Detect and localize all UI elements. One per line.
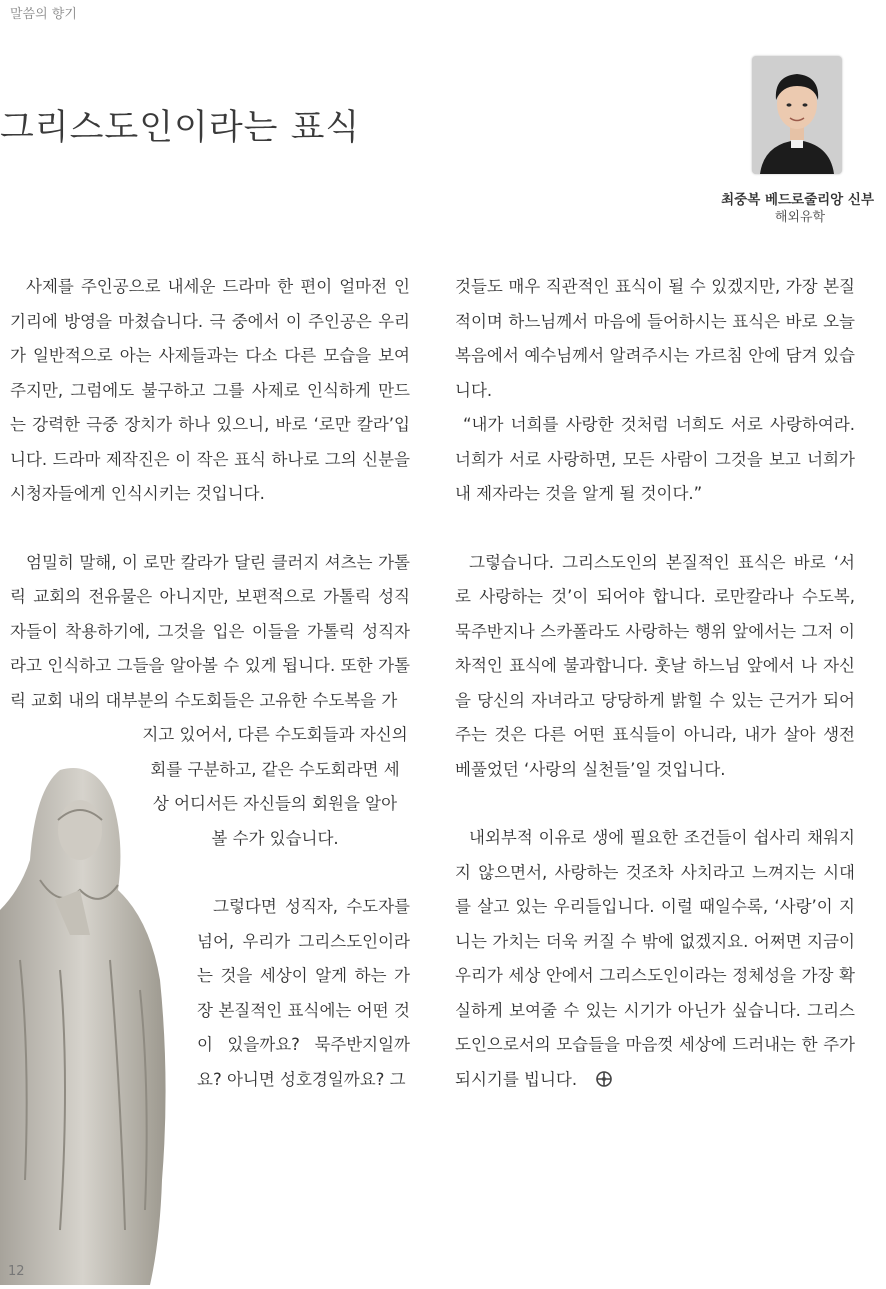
paragraph: 사제를 주인공으로 내세운 드라마 한 편이 얼마전 인기리에 방영을 마쳤습니다. 극 중에서 이 주인공은 우리가 일반적으로 아는 사제들과는 다소 다른 모습을 보여주지만, 그럼에도 불구하고 그를 사제로 인식하게 만드는 강력한 극중 장치가 하나 있으니, 바로 ‘로만 칼라’입니다. 드라마 제작진은 이 작은 표식 하나로 그의 신분을 시청자들에게 인식시키는 것입니다. bbox=[10, 277, 410, 503]
paragraph-line: 지고 있어서, 다른 수도회들과 자신의 bbox=[142, 725, 408, 744]
author-photo bbox=[752, 56, 842, 174]
paragraph-final bbox=[455, 821, 855, 1097]
author-role: 해외유학 bbox=[774, 210, 826, 225]
page-number: 12 bbox=[8, 1264, 25, 1279]
author-name: 최중복 베드로줄리앙 신부 bbox=[721, 192, 874, 208]
paragraph: 것들도 매우 직관적인 표식이 될 수 있겠지만, 가장 본질적이며 하느님께서 마음에 들어하시는 표식은 바로 오늘 복음에서 예수님께서 알려주시는 가르침 안에 담겨 있습니다. bbox=[455, 277, 855, 400]
cross-circle-icon bbox=[582, 1065, 598, 1081]
paragraph: 엄밀히 말해, 이 로만 칼라가 달린 클러지 셔츠는 가톨릭 교회의 전유물은 아니지만, 보편적으로 가톨릭 성직자들이 착용하기에, 그것을 입은 이들을 가톨릭 성직자라고 인식하고 그들을 알아볼 수 있게 됩니다. 또한 가톨릭 교회 내의 대부분의 수도회들은 고유한 수도복을 가 bbox=[10, 552, 410, 710]
section-label: 말씀의 향기 bbox=[10, 7, 77, 22]
page-title: 그리스도인이라는 표식 bbox=[0, 108, 361, 148]
paragraph-text: 내외부적 이유로 생에 필요한 조건들이 쉽사리 채워지지 않으면서, 사랑하는 것조차 사치라고 느껴지는 시대를 살고 있는 우리들입니다. 이럴 때일수록, ‘사랑’이 지니는 가치는 더욱 커질 수 밖에 없겠지요. 어쩌면 지금이 우리가 세상 안에서 그리스도인이라는 정체성을 가장 확실하게 보여줄 수 있는 시기가 아닌가 싶습니다. 그리스도인으로서의 모습들을 마음껏 세상에 드러내는 한 주가 되시기를 빕니다. bbox=[455, 828, 855, 1089]
quote: “내가 너희를 사랑한 것처럼 너희도 서로 사랑하여라. 너희가 서로 사랑하면, 모든 사람이 그것을 보고 너희가 내 제자라는 것을 알게 될 것이다.” bbox=[455, 415, 855, 503]
paragraph: 그렇습니다. 그리스도인의 본질적인 표식은 바로 ‘서로 사랑하는 것’이 되어야 합니다. 로만칼라나 수도복, 묵주반지나 스카폴라도 사랑하는 행위 앞에서는 그저 이차적인 표식에 불과합니다. 훗날 하느님 앞에서 나 자신을 당신의 자녀라고 당당하게 밝힐 수 있는 근거가 되어주는 것은 다른 어떤 표식들이 아니라, 내가 살아 생전 베풀었던 ‘사랑의 실천들’일 것입니다. bbox=[455, 552, 855, 779]
statue-image bbox=[0, 760, 170, 1285]
paragraph: 그렇다면 성직자, 수도자를 넘어, 우리가 그리스도인이라는 것을 세상이 알게 하는 가장 본질적인 표식에는 어떤 것이 있을까요? 묵주반지일까요? 아니면 성호경일까요? 그 bbox=[197, 897, 410, 1089]
paragraph-line: 회를 구분하고, 같은 수도회라면 세 bbox=[150, 759, 400, 779]
right-column bbox=[455, 270, 855, 1097]
paragraph-line: 상 어디서든 자신들의 회원을 알아 bbox=[152, 794, 398, 813]
paragraph-line: 볼 수가 있습니다. bbox=[211, 828, 339, 848]
